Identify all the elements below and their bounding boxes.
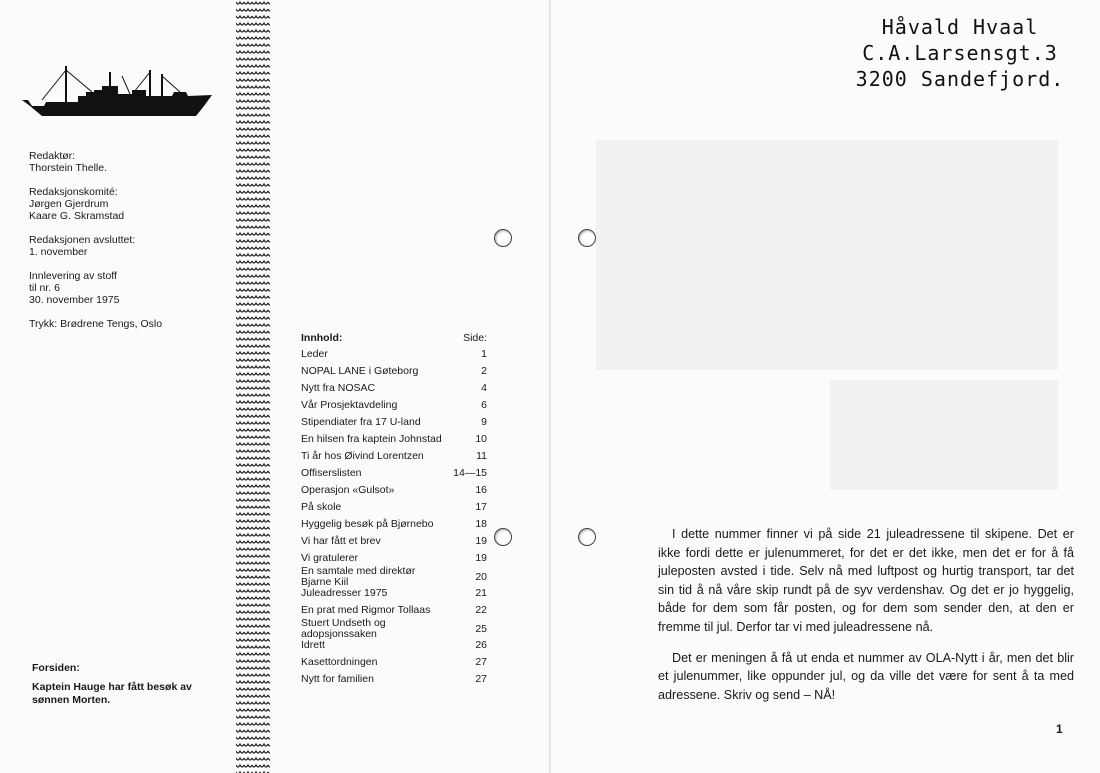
toc-item-title: Stipendiater fra 17 U-land	[301, 416, 421, 428]
toc-row	[301, 468, 487, 485]
toc-item-title: Vi har fått et brev	[301, 535, 381, 547]
committee-label: Redaksjonskomité:	[29, 186, 118, 198]
toc-item-title: På skole	[301, 501, 342, 513]
toc-row	[301, 519, 487, 536]
toc-row	[301, 451, 487, 468]
punch-hole	[494, 229, 512, 247]
toc-row	[301, 536, 487, 553]
show-through-image	[830, 380, 1058, 490]
toc-row	[301, 383, 487, 400]
toc-item-page: 25	[475, 623, 487, 635]
address-line-2: C.A.Larsensgt.3	[862, 41, 1058, 65]
toc-item-title: Vår Prosjektavdeling	[301, 399, 398, 411]
toc-item-title: Leder	[301, 348, 328, 360]
toc-item-page: 11	[476, 450, 487, 462]
toc-item-page: 1	[481, 348, 487, 360]
punch-hole	[578, 229, 596, 247]
toc-item-title: Idrett	[301, 639, 325, 651]
cover-caption-line-2: sønnen Morten.	[32, 694, 111, 706]
submission-line-3: 30. november 1975	[29, 294, 120, 306]
toc-row	[301, 349, 487, 366]
toc-row	[301, 588, 487, 605]
toc-row	[301, 657, 487, 674]
toc-item-page: 10	[475, 433, 487, 445]
toc-row	[301, 417, 487, 434]
toc-item-page: 27	[475, 656, 487, 668]
toc-item-page: 6	[481, 399, 487, 411]
editor-label: Redaktør:	[29, 150, 76, 162]
address-line-1: Håvald Hvaal	[881, 15, 1039, 39]
cover-title: Forsiden:	[32, 662, 80, 674]
masthead	[29, 150, 162, 342]
toc-item-page: 18	[475, 518, 487, 530]
closed-date: 1. november	[29, 246, 88, 258]
toc-item-title: En prat med Rigmor Tollaas	[301, 604, 431, 616]
print-credit: Trykk: Brødrene Tengs, Oslo	[29, 318, 163, 330]
editorial	[658, 525, 1074, 716]
toc-item-title: En samtale med direktør Bjarne Kiil	[301, 565, 416, 588]
toc-row	[301, 674, 487, 691]
toc-item-page: 17	[475, 501, 487, 513]
toc-item-title: Juleadresser 1975	[301, 587, 388, 599]
toc-item-title: Nytt fra NOSAC	[301, 382, 376, 394]
toc-item-title: Offiserslisten	[301, 467, 362, 479]
cover-caption-line-1: Kaptein Hauge har fått besøk av	[32, 681, 192, 693]
editorial-paragraph-1: I dette nummer finner vi på side 21 juleadressene til skipene. Det er ikke fordi dette er julenummeret, for det er det ikke, men det er for å få juleposten avsted i tide. Selv nå med luftpost og hurtig transport, tar det sin tid å nå våre skip rundt på de syv verdenshav. Og det er jo hyggelig, både for dem som får posten, og for dem som sender den, at den er fremme til jul. Derfor tar vi med juleadressene nå.	[658, 527, 1074, 634]
toc-item-page: 2	[481, 365, 487, 377]
toc-row	[301, 502, 487, 519]
toc-item-page: 20	[475, 571, 487, 583]
committee-member-2: Kaare G. Skramstad	[29, 210, 125, 222]
submission-line-2: til nr. 6	[29, 282, 60, 294]
toc-row	[301, 566, 487, 588]
toc-row	[301, 640, 487, 657]
toc-item-title: Stuert Undseth og adopsjonssaken	[301, 617, 386, 640]
toc-row	[301, 485, 487, 502]
toc-item-title: Vi gratulerer	[301, 552, 359, 564]
toc-item-title: Operasjon «Gulsot»	[301, 484, 395, 496]
ship-logo	[22, 62, 214, 120]
toc-item-page: 19	[475, 552, 487, 564]
toc-page-heading: Side:	[463, 332, 487, 344]
right-page	[550, 0, 1100, 773]
cover-note	[32, 662, 192, 707]
toc-item-title: Hyggelig besøk på Bjørnebo	[301, 518, 434, 530]
toc-item-page: 19	[475, 535, 487, 547]
toc-item-title: Ti år hos Øivind Lorentzen	[301, 450, 424, 462]
toc-item-title: Kasettordningen	[301, 656, 378, 668]
toc-list	[301, 349, 487, 691]
punch-hole	[578, 528, 596, 546]
toc-item-page: 21	[475, 587, 487, 599]
submission-line-1: Innlevering av stoff	[29, 270, 117, 282]
toc-row	[301, 434, 487, 451]
closed-label: Redaksjonen avsluttet:	[29, 234, 136, 246]
toc-item-page: 14—15	[453, 467, 487, 479]
toc-row	[301, 366, 487, 383]
address-stamp	[840, 14, 1080, 92]
toc-item-title: En hilsen fra kaptein Johnstad	[301, 433, 442, 445]
wave-border	[236, 0, 270, 773]
editor-name: Thorstein Thelle.	[29, 162, 108, 174]
committee-member-1: Jørgen Gjerdrum	[29, 198, 109, 210]
show-through-image	[596, 140, 1058, 370]
toc-heading: Innhold:	[301, 332, 343, 344]
page-number: 1	[1056, 722, 1063, 736]
toc-item-page: 4	[481, 382, 487, 394]
toc-item-page: 9	[481, 416, 487, 428]
toc-item-page: 26	[475, 639, 487, 651]
toc-row	[301, 618, 487, 640]
toc-item-page: 22	[475, 604, 487, 616]
toc-row	[301, 400, 487, 417]
toc-item-page: 27	[475, 673, 487, 685]
toc-item-title: Nytt for familien	[301, 673, 374, 685]
editorial-paragraph-2: Det er meningen å få ut enda et nummer av OLA-Nytt i år, men det blir et julenummer, like oppunder jul, og da ville det være for sent å ta med adressene. Skriv og send – NÅ!	[658, 650, 1074, 702]
address-line-3: 3200 Sandefjord.	[855, 67, 1065, 91]
toc-item-title: NOPAL LANE i Gøteborg	[301, 365, 419, 377]
toc-header	[301, 332, 487, 349]
punch-hole	[494, 528, 512, 546]
table-of-contents	[301, 332, 487, 691]
toc-item-page: 16	[475, 484, 487, 496]
